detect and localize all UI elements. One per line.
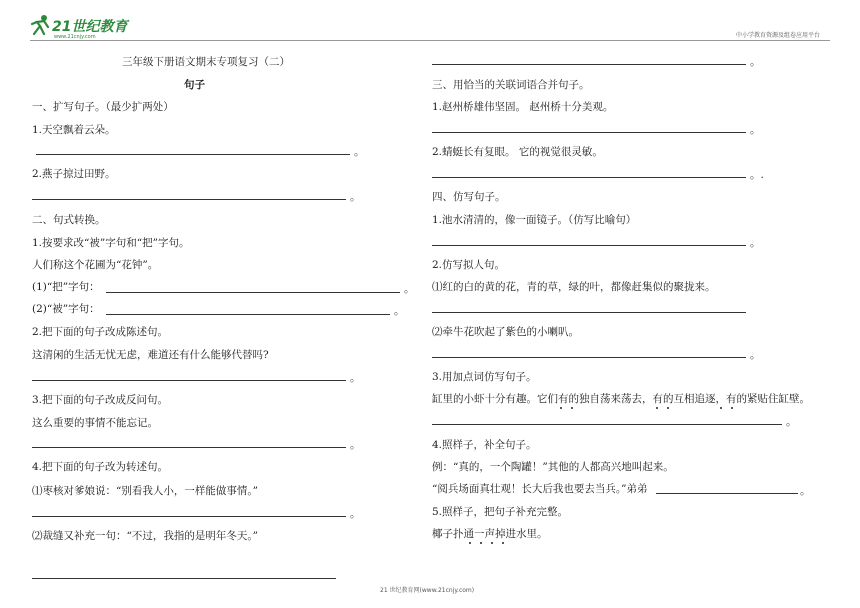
s3-q2-answer-line[interactable] xyxy=(432,177,746,178)
s1-q2-answer-line[interactable] xyxy=(32,199,346,200)
top-answer-end: 。 xyxy=(750,56,761,68)
s3-q2: 2.蜻蜓长有复眼。 它的视觉很灵敏。 xyxy=(432,146,603,158)
logo-url: www.21cnjy.com xyxy=(54,34,96,40)
s2-q1-b-end: 。 xyxy=(394,305,405,317)
logo-text: 21世纪教育 xyxy=(52,19,128,35)
page-title: 三年级下册语文期末专项复习（二） xyxy=(122,56,290,68)
s4-q3: 3.用加点词仿写句子。 xyxy=(432,371,537,383)
s2-q2-end: 。 xyxy=(350,372,361,384)
page-subtitle: 句子 xyxy=(184,79,205,91)
s3-q1: 1.赵州桥雄伟坚固。 赵州桥十分美观。 xyxy=(432,101,614,113)
s2-q1-b-label: (2)“被”字句： xyxy=(32,303,100,315)
s4-q5-sentence: 椰子扑通一声掉进水里。 xyxy=(432,528,548,540)
s4-q4-task: “阅兵场面真壮观！长大后我也要去当兵。”弟弟 xyxy=(432,483,648,495)
s1-q1-end: 。 xyxy=(354,146,365,158)
s2-q1-a-end: 。 xyxy=(404,283,415,295)
s2-q4-a: ⑴枣核对爹娘说：“别看我人小，一样能做事情。” xyxy=(32,485,258,497)
s4-q1-end: 。 xyxy=(750,237,761,249)
header-divider xyxy=(30,40,830,41)
section-4-heading: 四、仿写句子。 xyxy=(432,191,506,203)
section-3-heading: 三、用恰当的关联词语合并句子。 xyxy=(432,79,590,91)
s4-q5: 5.照样子，把句子补充完整。 xyxy=(432,506,569,518)
s4-q2: 2.仿写拟人句。 xyxy=(432,259,506,271)
s4-q4-answer-line[interactable] xyxy=(656,493,798,494)
s1-q2: 2.燕子掠过田野。 xyxy=(32,168,116,180)
s2-q2-answer-line[interactable] xyxy=(32,380,346,381)
s2-q4-a-end: 。 xyxy=(350,508,361,520)
emphasis-dot xyxy=(720,407,722,409)
s4-q3-answer-line[interactable] xyxy=(432,424,782,425)
s1-q1: 1.天空飘着云朵。 xyxy=(32,124,116,136)
emphasis-dot xyxy=(560,407,562,409)
s2-q1-a-answer-line[interactable] xyxy=(106,292,400,293)
s4-q1: 1.池水清清的，像一面镜子。（仿写比喻句） xyxy=(432,214,637,226)
footer-text: 21 世纪教育网(www.21cnjy.com) xyxy=(380,587,475,594)
s4-q4-example: 例：“真的，一个陶罐！”其他的人都高兴地叫起来。 xyxy=(432,461,674,473)
s2-q1-sentence: 人们称这个花圃为“花钟”。 xyxy=(32,259,159,271)
s2-q1-a-label: (1)“把”字句： xyxy=(32,281,100,293)
runner-logo-icon xyxy=(30,14,52,36)
s3-q1-answer-line[interactable] xyxy=(432,132,746,133)
top-answer-line[interactable] xyxy=(432,64,746,65)
s2-q3: 3.把下面的句子改成反问句。 xyxy=(32,394,169,406)
s4-q1-answer-line[interactable] xyxy=(432,245,746,246)
s3-q1-end: 。 xyxy=(750,124,761,136)
s3-q2-end: 。. xyxy=(750,169,764,181)
s4-q2-b-end: 。 xyxy=(750,349,761,361)
s1-q1-answer-line[interactable] xyxy=(36,154,350,155)
s2-q2: 2.把下面的句子改成陈述句。 xyxy=(32,326,169,338)
emphasis-dot xyxy=(469,542,471,544)
s2-q1: 1.按要求改“被”字句和“把”字句。 xyxy=(32,237,190,249)
s4-q2-b: ⑵牵牛花吹起了紫色的小喇叭。 xyxy=(432,326,579,338)
emphasis-dot xyxy=(667,407,669,409)
s2-q4-b: ⑵裁缝又补充一句：“不过，我指的是明年冬天。” xyxy=(32,530,258,542)
section-2-heading: 二、句式转换。 xyxy=(32,214,106,226)
emphasis-dot xyxy=(502,542,504,544)
header-platform-text: 中小学教育资源及组卷应用平台 xyxy=(735,32,820,39)
s2-q1-b-answer-line[interactable] xyxy=(106,314,390,315)
emphasis-dot xyxy=(731,407,733,409)
emphasis-dot xyxy=(480,542,482,544)
s4-q4: 4.照样子，补全句子。 xyxy=(432,439,537,451)
s4-q2-b-answer-line[interactable] xyxy=(432,357,746,358)
s4-q2-a-answer-line[interactable] xyxy=(432,312,746,313)
s4-q2-a: ⑴红的白的黄的花，青的草，绿的叶，都像赶集似的聚拢来。 xyxy=(432,281,716,293)
emphasis-dot xyxy=(571,407,573,409)
s2-q4-a-answer-line[interactable] xyxy=(32,516,346,517)
emphasis-dot xyxy=(491,542,493,544)
s1-q2-end: 。 xyxy=(350,191,361,203)
s2-q3-sentence: 这么重要的事情不能忘记。 xyxy=(32,417,158,429)
s2-q3-end: 。 xyxy=(350,439,361,451)
emphasis-dot xyxy=(656,407,658,409)
s2-q2-sentence: 这清闲的生活无忧无虑，难道还有什么能够代替吗? xyxy=(32,349,269,361)
s2-q4: 4.把下面的句子改为转述句。 xyxy=(32,461,169,473)
s2-q4-b-answer-line[interactable] xyxy=(32,578,336,579)
s2-q3-answer-line[interactable] xyxy=(32,447,346,448)
s4-q3-end: 。 xyxy=(786,416,797,428)
section-1-heading: 一、扩写句子。（最少扩两处） xyxy=(32,101,174,113)
s4-q4-end: 。 xyxy=(800,485,811,497)
s4-q3-sentence: 缸里的小虾十分有趣。它们有的独自荡来荡去，有的互相追逐，有的紧贴住缸壁。 xyxy=(432,393,810,405)
